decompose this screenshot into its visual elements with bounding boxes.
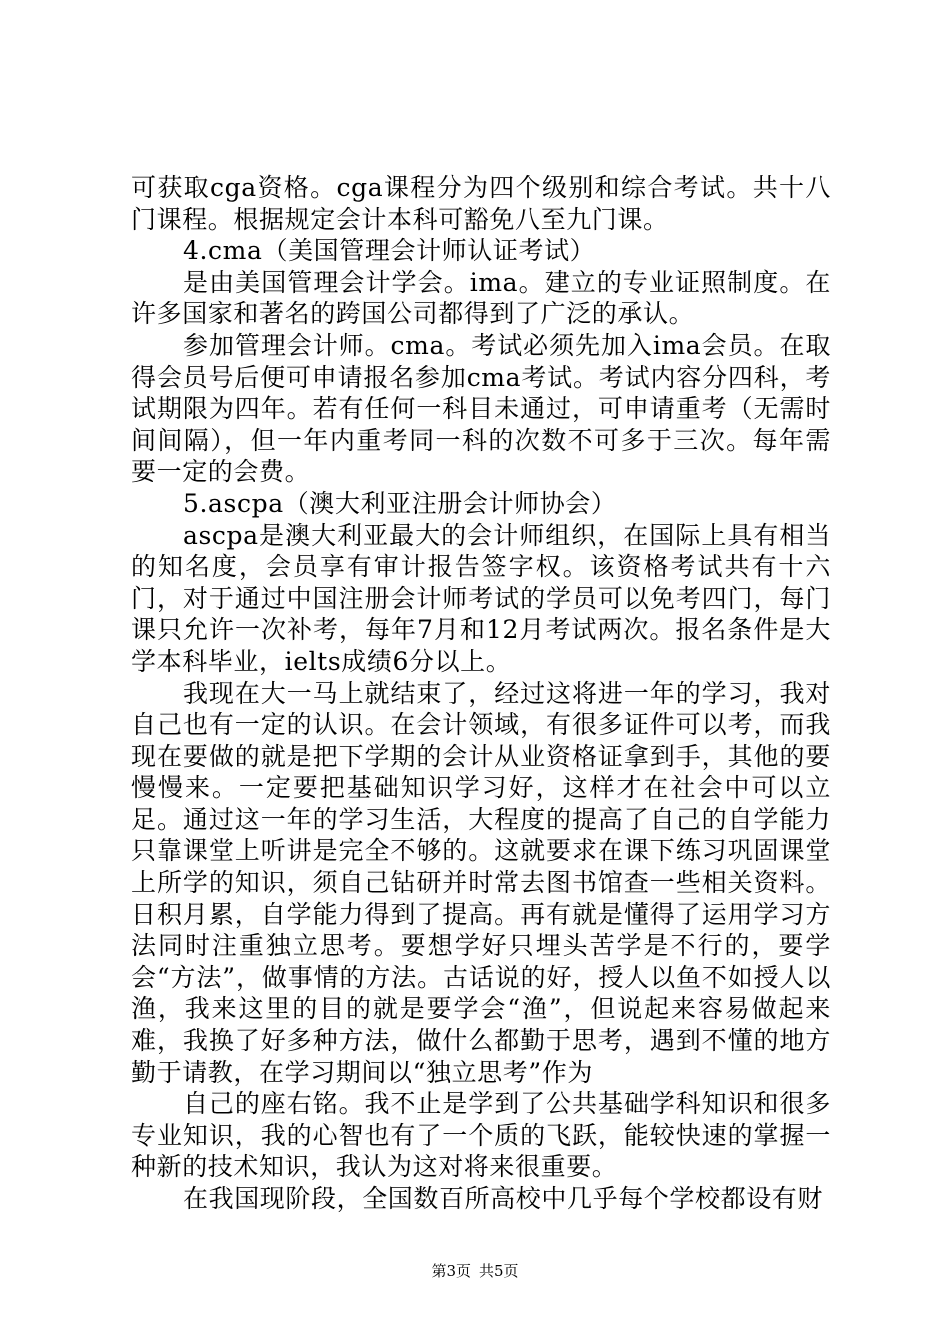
paragraph-cma-intro: 是由美国管理会计学会。ima。建立的专业证照制度。在许多国家和著名的跨国公司都得到了广泛的承认。: [131, 267, 831, 329]
page-footer: [0, 1261, 950, 1281]
heading-cma: 4.cma（美国管理会计师认证考试）: [183, 236, 596, 266]
paragraph-ascpa: ascpa是澳大利亚最大的会计师组织，在国际上具有相当的知名度，会员享有审计报告签字权。该资格考试共有十六门，对于通过中国注册会计师考试的学员可以免考四门，每门课只允许一次补考，每年7月和12月考试两次。报名条件是大学本科毕业，ielts成绩6分以上。: [131, 520, 831, 676]
page-total: 共5页: [479, 1262, 519, 1280]
page-number: 第3页: [431, 1262, 471, 1280]
paragraph-cga-continued: 可获取cga资格。cga课程分为四个级别和综合考试。共十八门课程。根据规定会计本科可豁免八至九门课。: [131, 173, 831, 234]
paragraph-current-stage: 在我国现阶段，全国数百所高校中几乎每个学校都设有财: [183, 1184, 824, 1213]
paragraph-motto: 自己的座右铭。我不止是学到了公共基础学科知识和很多专业知识，我的心智也有了一个质的飞跃，能较快速的掌握一种新的技术知识，我认为这对将来很重要。: [131, 1089, 831, 1182]
document-body: [131, 172, 831, 1215]
paragraph-reflection: 我现在大一马上就结束了，经过这将进一年的学习，我对自己也有一定的认识。在会计领域，有很多证件可以考，而我现在要做的就是把下学期的会计从业资格证拿到手，其他的要慢慢来。一定要把基础知识学习好，这样才在社会中可以立足。通过这一年的学习生活，大程度的提高了自己的自学能力只靠课堂上听讲是完全不够的。这就要求在课下练习巩固课堂上所学的知识，须自己钻研并时常去图书馆查一些相关资料。日积月累，自学能力得到了提高。再有就是懂得了运用学习方法同时注重独立思考。要想学好只埋头苦学是不行的，要学会“方法”，做事情的方法。古话说的好，授人以鱼不如授人以渔，我来这里的目的就是要学会“渔”，但说起来容易做起来难，我换了好多种方法，做什么都勤于思考，遇到不懂的地方勤于请教，在学习期间以“独立思考”作为: [131, 678, 831, 1087]
heading-ascpa: 5.ascpa（澳大利亚注册会计师协会）: [183, 488, 617, 518]
paragraph-cma-exam: 参加管理会计师。cma。考试必须先加入ima会员。在取得会员号后便可申请报名参加cma考试。考试内容分四科，考试期限为四年。若有任何一科目未通过，可申请重考（无需时间间隔），但一年内重考同一科的次数不可多于三次。每年需要一定的会费。: [131, 330, 831, 487]
